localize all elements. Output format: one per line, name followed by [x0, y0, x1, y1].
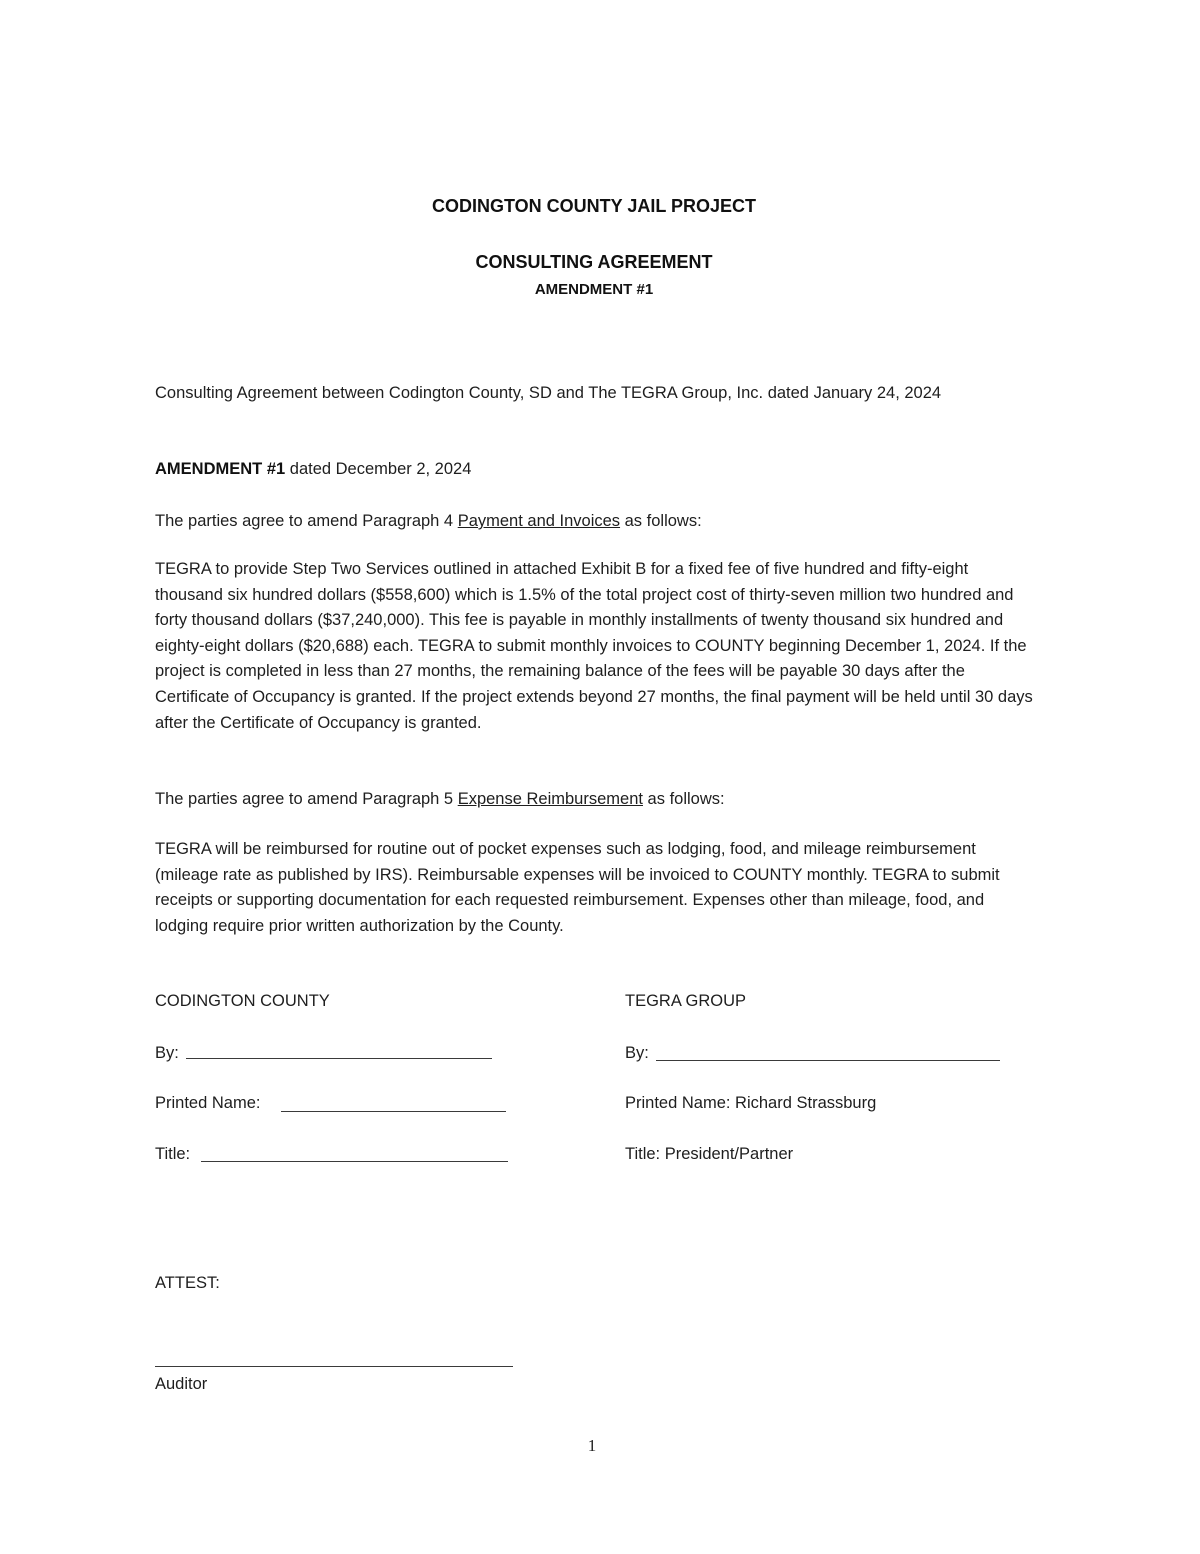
- paragraph5-heading: Expense Reimbursement: [457, 790, 643, 808]
- expense-paragraph: TEGRA will be reimbursed for routine out of pocket expenses such as lodging, food, and mileage reimbursement (mileage rate as published by IRS). Reimbursable expenses will be invoiced to COUNTY monthly. TEGRA to submit receipts or supporting documentation for each requested reimbursement. Expenses other than mileage, food, and lodging require prior written authorization by the County.: [155, 840, 1000, 935]
- county-printed-name-label: Printed Name:: [155, 1094, 261, 1112]
- paragraph4-lead-after: as follows:: [620, 512, 702, 530]
- county-title-line[interactable]: [201, 1161, 508, 1162]
- paragraph5-lead: [155, 787, 1035, 813]
- paragraph5-lead-after: as follows:: [642, 790, 725, 808]
- document-title: CODINGTON COUNTY JAIL PROJECT: [431, 196, 757, 216]
- attest-label: ATTEST:: [155, 1274, 220, 1292]
- tegra-signature-line[interactable]: [656, 1060, 1000, 1061]
- paragraph4-heading: Payment and Invoices: [457, 512, 621, 530]
- amendment-heading: AMENDMENT #1: [534, 281, 654, 298]
- paragraph4-lead: [155, 509, 1035, 535]
- auditor-label: Auditor: [155, 1375, 208, 1393]
- intro-paragraph: Consulting Agreement between Codington County, SD and The TEGRA Group, Inc. dated January 24, 2024: [155, 384, 942, 402]
- amendment-date-line: [155, 457, 1035, 483]
- amendment-label: AMENDMENT #1: [155, 460, 286, 478]
- tegra-party-label: TEGRA GROUP: [625, 992, 747, 1010]
- tegra-title: Title: President/Partner: [625, 1145, 794, 1163]
- county-party-label: CODINGTON COUNTY: [155, 992, 330, 1010]
- tegra-printed-name: Printed Name: Richard Strassburg: [625, 1094, 877, 1112]
- page-number: 1: [587, 1436, 597, 1455]
- amendment-date: dated December 2, 2024: [285, 460, 472, 478]
- county-signature-line[interactable]: [186, 1058, 492, 1059]
- paragraph4-lead-before: The parties agree to amend Paragraph 4: [155, 512, 458, 530]
- document-subtitle: CONSULTING AGREEMENT: [475, 252, 713, 272]
- county-printed-name-line[interactable]: [281, 1111, 506, 1112]
- tegra-by-label: By:: [625, 1044, 649, 1062]
- paragraph5-lead-before: The parties agree to amend Paragraph 5: [155, 790, 458, 808]
- county-by-label: By:: [155, 1044, 179, 1062]
- auditor-signature-line[interactable]: [155, 1366, 513, 1367]
- county-title-label: Title:: [155, 1145, 191, 1163]
- payment-paragraph: TEGRA to provide Step Two Services outlined in attached Exhibit B for a fixed fee of five hundred and fifty-eight thousand six hundred dollars ($558,600) which is 1.5% of the total project cost of thirty-seven million two hundred and forty thousand dollars ($37,240,000). This fee is payable in monthly installments of twenty thousand six hundred and eighty-eight dollars ($20,688) each. TEGRA to submit monthly invoices to COUNTY beginning December 1, 2024. If the project is completed in less than 27 months, the remaining balance of the fees will be payable 30 days after the Certificate of Occupancy is granted. If the project extends beyond 27 months, the final payment will be held until 30 days after the Certificate of Occupancy is granted.: [155, 560, 1033, 732]
